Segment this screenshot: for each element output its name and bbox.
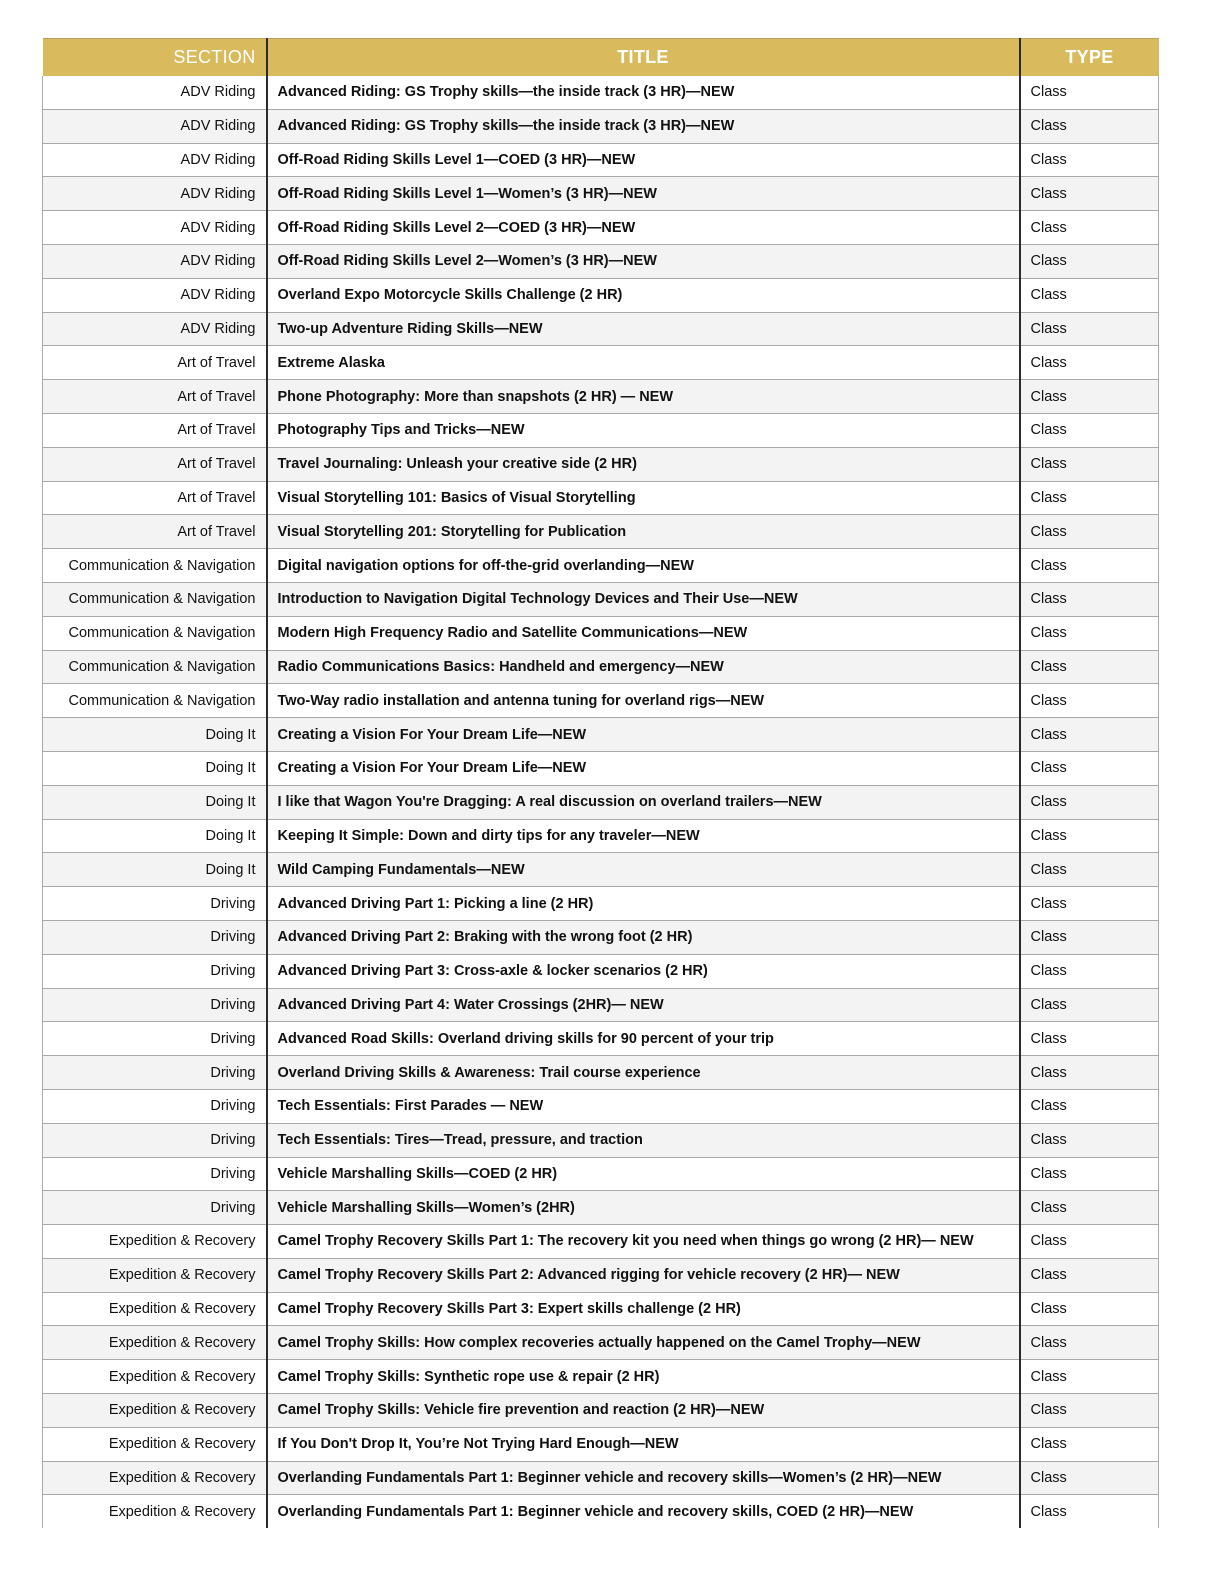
type-cell: Class xyxy=(1020,1022,1159,1056)
table-row xyxy=(43,920,1159,954)
title-cell: Advanced Driving Part 2: Braking with the wrong foot (2 HR) xyxy=(267,920,1020,954)
table-row xyxy=(43,616,1159,650)
table-row xyxy=(43,1292,1159,1326)
type-cell: Class xyxy=(1020,887,1159,921)
type-cell: Class xyxy=(1020,413,1159,447)
table-row xyxy=(43,650,1159,684)
section-cell: ADV Riding xyxy=(43,177,267,211)
table-row xyxy=(43,380,1159,414)
table-row xyxy=(43,346,1159,380)
type-cell: Class xyxy=(1020,616,1159,650)
title-cell: Two-Way radio installation and antenna tuning for overland rigs—NEW xyxy=(267,684,1020,718)
section-cell: Doing It xyxy=(43,718,267,752)
table-row xyxy=(43,1056,1159,1090)
type-cell: Class xyxy=(1020,1089,1159,1123)
section-cell: Expedition & Recovery xyxy=(43,1360,267,1394)
type-cell: Class xyxy=(1020,954,1159,988)
title-cell: Advanced Driving Part 4: Water Crossings (2HR)— NEW xyxy=(267,988,1020,1022)
table-row xyxy=(43,76,1159,109)
type-cell: Class xyxy=(1020,1123,1159,1157)
type-cell: Class xyxy=(1020,1326,1159,1360)
schedule-table xyxy=(42,38,1159,1528)
type-cell: Class xyxy=(1020,1258,1159,1292)
table-row xyxy=(43,447,1159,481)
type-cell: Class xyxy=(1020,1461,1159,1495)
title-cell: Off-Road Riding Skills Level 1—Women’s (3 HR)—NEW xyxy=(267,177,1020,211)
table-row xyxy=(43,1326,1159,1360)
type-cell: Class xyxy=(1020,244,1159,278)
table-row xyxy=(43,751,1159,785)
table-row xyxy=(43,211,1159,245)
title-cell: Extreme Alaska xyxy=(267,346,1020,380)
table-row xyxy=(43,887,1159,921)
table-row xyxy=(43,1089,1159,1123)
title-cell: Visual Storytelling 201: Storytelling for Publication xyxy=(267,515,1020,549)
type-cell: Class xyxy=(1020,1495,1159,1528)
type-cell: Class xyxy=(1020,853,1159,887)
section-cell: Expedition & Recovery xyxy=(43,1258,267,1292)
table-row xyxy=(43,1225,1159,1259)
table-row xyxy=(43,785,1159,819)
table-body xyxy=(43,76,1159,1528)
section-cell: Art of Travel xyxy=(43,515,267,549)
section-cell: ADV Riding xyxy=(43,76,267,109)
section-cell: Communication & Navigation xyxy=(43,650,267,684)
table-row xyxy=(43,1394,1159,1428)
section-cell: Art of Travel xyxy=(43,346,267,380)
header-type: TYPE xyxy=(1020,39,1159,77)
type-cell: Class xyxy=(1020,481,1159,515)
table-row xyxy=(43,515,1159,549)
title-cell: Phone Photography: More than snapshots (2 HR) — NEW xyxy=(267,380,1020,414)
section-cell: Art of Travel xyxy=(43,413,267,447)
section-cell: ADV Riding xyxy=(43,211,267,245)
section-cell: Driving xyxy=(43,988,267,1022)
table-row xyxy=(43,549,1159,583)
type-cell: Class xyxy=(1020,143,1159,177)
table-row xyxy=(43,1360,1159,1394)
type-cell: Class xyxy=(1020,278,1159,312)
section-cell: Driving xyxy=(43,954,267,988)
section-cell: Expedition & Recovery xyxy=(43,1292,267,1326)
title-cell: Advanced Road Skills: Overland driving skills for 90 percent of your trip xyxy=(267,1022,1020,1056)
section-cell: Art of Travel xyxy=(43,481,267,515)
title-cell: Travel Journaling: Unleash your creative side (2 HR) xyxy=(267,447,1020,481)
type-cell: Class xyxy=(1020,1427,1159,1461)
section-cell: ADV Riding xyxy=(43,278,267,312)
section-cell: Communication & Navigation xyxy=(43,549,267,583)
title-cell: Advanced Riding: GS Trophy skills—the inside track (3 HR)—NEW xyxy=(267,76,1020,109)
type-cell: Class xyxy=(1020,582,1159,616)
title-cell: Two-up Adventure Riding Skills—NEW xyxy=(267,312,1020,346)
table-row xyxy=(43,582,1159,616)
type-cell: Class xyxy=(1020,211,1159,245)
section-cell: Driving xyxy=(43,1191,267,1225)
section-cell: Doing It xyxy=(43,785,267,819)
title-cell: Creating a Vision For Your Dream Life—NEW xyxy=(267,751,1020,785)
title-cell: Advanced Driving Part 1: Picking a line (2 HR) xyxy=(267,887,1020,921)
title-cell: Advanced Driving Part 3: Cross-axle & locker scenarios (2 HR) xyxy=(267,954,1020,988)
section-cell: Driving xyxy=(43,887,267,921)
table-row xyxy=(43,819,1159,853)
table-row xyxy=(43,312,1159,346)
table-row xyxy=(43,1022,1159,1056)
title-cell: Camel Trophy Recovery Skills Part 3: Expert skills challenge (2 HR) xyxy=(267,1292,1020,1326)
title-cell: Photography Tips and Tricks—NEW xyxy=(267,413,1020,447)
type-cell: Class xyxy=(1020,1157,1159,1191)
table-row xyxy=(43,954,1159,988)
type-cell: Class xyxy=(1020,1292,1159,1326)
section-cell: Driving xyxy=(43,1123,267,1157)
title-cell: Vehicle Marshalling Skills—Women’s (2HR) xyxy=(267,1191,1020,1225)
title-cell: Off-Road Riding Skills Level 2—COED (3 HR)—NEW xyxy=(267,211,1020,245)
section-cell: Art of Travel xyxy=(43,447,267,481)
type-cell: Class xyxy=(1020,650,1159,684)
table-row xyxy=(43,1495,1159,1528)
title-cell: Keeping It Simple: Down and dirty tips for any traveler—NEW xyxy=(267,819,1020,853)
type-cell: Class xyxy=(1020,1225,1159,1259)
section-cell: Expedition & Recovery xyxy=(43,1461,267,1495)
table-header xyxy=(43,39,1159,77)
title-cell: Tech Essentials: Tires—Tread, pressure, and traction xyxy=(267,1123,1020,1157)
section-cell: Driving xyxy=(43,1056,267,1090)
title-cell: If You Don't Drop It, You’re Not Trying Hard Enough—NEW xyxy=(267,1427,1020,1461)
title-cell: Camel Trophy Recovery Skills Part 1: The recovery kit you need when things go wrong (2 HR)— NEW xyxy=(267,1225,1020,1259)
section-cell: Driving xyxy=(43,1157,267,1191)
table-row xyxy=(43,1157,1159,1191)
title-cell: Camel Trophy Skills: Synthetic rope use & repair (2 HR) xyxy=(267,1360,1020,1394)
title-cell: Advanced Riding: GS Trophy skills—the inside track (3 HR)—NEW xyxy=(267,109,1020,143)
title-cell: Overlanding Fundamentals Part 1: Beginner vehicle and recovery skills—Women’s (2 HR)—NEW xyxy=(267,1461,1020,1495)
type-cell: Class xyxy=(1020,515,1159,549)
type-cell: Class xyxy=(1020,1056,1159,1090)
table-row xyxy=(43,177,1159,211)
section-cell: Doing It xyxy=(43,819,267,853)
header-section: SECTION xyxy=(43,39,267,77)
table-row xyxy=(43,718,1159,752)
type-cell: Class xyxy=(1020,346,1159,380)
title-cell: Overlanding Fundamentals Part 1: Beginner vehicle and recovery skills, COED (2 HR)—NEW xyxy=(267,1495,1020,1528)
type-cell: Class xyxy=(1020,684,1159,718)
section-cell: Doing It xyxy=(43,853,267,887)
title-cell: Off-Road Riding Skills Level 1—COED (3 HR)—NEW xyxy=(267,143,1020,177)
schedule-table-container xyxy=(42,38,1158,1528)
table-row xyxy=(43,853,1159,887)
section-cell: Expedition & Recovery xyxy=(43,1427,267,1461)
type-cell: Class xyxy=(1020,1191,1159,1225)
section-cell: Expedition & Recovery xyxy=(43,1326,267,1360)
type-cell: Class xyxy=(1020,819,1159,853)
table-row xyxy=(43,109,1159,143)
type-cell: Class xyxy=(1020,549,1159,583)
type-cell: Class xyxy=(1020,1394,1159,1428)
type-cell: Class xyxy=(1020,1360,1159,1394)
type-cell: Class xyxy=(1020,751,1159,785)
table-row xyxy=(43,1461,1159,1495)
section-cell: Communication & Navigation xyxy=(43,684,267,718)
section-cell: Driving xyxy=(43,1089,267,1123)
title-cell: Visual Storytelling 101: Basics of Visual Storytelling xyxy=(267,481,1020,515)
table-row xyxy=(43,413,1159,447)
table-row xyxy=(43,143,1159,177)
section-cell: Expedition & Recovery xyxy=(43,1225,267,1259)
type-cell: Class xyxy=(1020,785,1159,819)
type-cell: Class xyxy=(1020,447,1159,481)
section-cell: Driving xyxy=(43,920,267,954)
table-row xyxy=(43,278,1159,312)
title-cell: Overland Driving Skills & Awareness: Trail course experience xyxy=(267,1056,1020,1090)
header-title: TITLE xyxy=(267,39,1020,77)
title-cell: Radio Communications Basics: Handheld and emergency—NEW xyxy=(267,650,1020,684)
title-cell: Overland Expo Motorcycle Skills Challenge (2 HR) xyxy=(267,278,1020,312)
title-cell: I like that Wagon You're Dragging: A real discussion on overland trailers—NEW xyxy=(267,785,1020,819)
type-cell: Class xyxy=(1020,76,1159,109)
section-cell: Communication & Navigation xyxy=(43,616,267,650)
type-cell: Class xyxy=(1020,312,1159,346)
title-cell: Off-Road Riding Skills Level 2—Women’s (3 HR)—NEW xyxy=(267,244,1020,278)
type-cell: Class xyxy=(1020,380,1159,414)
title-cell: Camel Trophy Skills: Vehicle fire prevention and reaction (2 HR)—NEW xyxy=(267,1394,1020,1428)
title-cell: Modern High Frequency Radio and Satellite Communications—NEW xyxy=(267,616,1020,650)
section-cell: ADV Riding xyxy=(43,312,267,346)
type-cell: Class xyxy=(1020,177,1159,211)
title-cell: Camel Trophy Recovery Skills Part 2: Advanced rigging for vehicle recovery (2 HR)— NEW xyxy=(267,1258,1020,1292)
title-cell: Camel Trophy Skills: How complex recoveries actually happened on the Camel Trophy—NEW xyxy=(267,1326,1020,1360)
table-row xyxy=(43,1427,1159,1461)
table-row xyxy=(43,684,1159,718)
title-cell: Digital navigation options for off-the-grid overlanding—NEW xyxy=(267,549,1020,583)
table-row xyxy=(43,1258,1159,1292)
title-cell: Wild Camping Fundamentals—NEW xyxy=(267,853,1020,887)
section-cell: Communication & Navigation xyxy=(43,582,267,616)
section-cell: Expedition & Recovery xyxy=(43,1495,267,1528)
table-row xyxy=(43,244,1159,278)
title-cell: Creating a Vision For Your Dream Life—NEW xyxy=(267,718,1020,752)
type-cell: Class xyxy=(1020,988,1159,1022)
type-cell: Class xyxy=(1020,920,1159,954)
section-cell: ADV Riding xyxy=(43,143,267,177)
section-cell: ADV Riding xyxy=(43,244,267,278)
table-row xyxy=(43,988,1159,1022)
table-row xyxy=(43,1191,1159,1225)
section-cell: Expedition & Recovery xyxy=(43,1394,267,1428)
table-row xyxy=(43,481,1159,515)
section-cell: Art of Travel xyxy=(43,380,267,414)
table-row xyxy=(43,1123,1159,1157)
title-cell: Introduction to Navigation Digital Technology Devices and Their Use—NEW xyxy=(267,582,1020,616)
header-row xyxy=(43,39,1159,77)
section-cell: Doing It xyxy=(43,751,267,785)
type-cell: Class xyxy=(1020,718,1159,752)
title-cell: Tech Essentials: First Parades — NEW xyxy=(267,1089,1020,1123)
section-cell: ADV Riding xyxy=(43,109,267,143)
title-cell: Vehicle Marshalling Skills—COED (2 HR) xyxy=(267,1157,1020,1191)
type-cell: Class xyxy=(1020,109,1159,143)
section-cell: Driving xyxy=(43,1022,267,1056)
